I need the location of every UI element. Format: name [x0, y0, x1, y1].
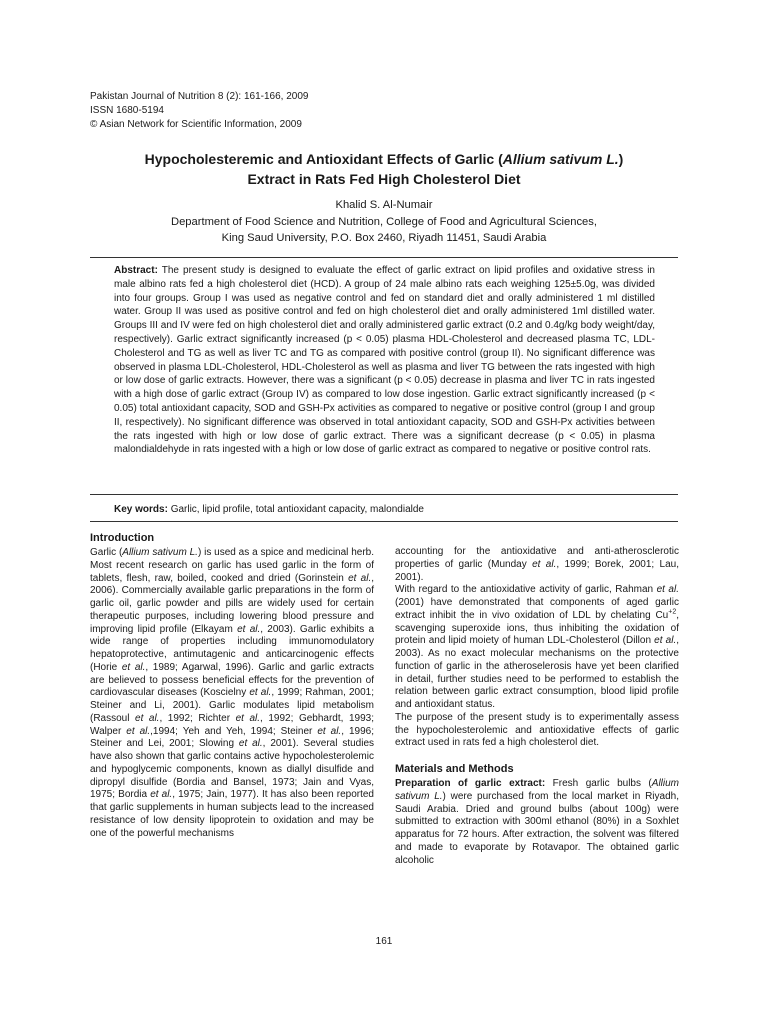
- page-number: 161: [375, 936, 393, 947]
- introduction-paragraph: Garlic (Allium sativum L.) is used as a spice and medicinal herb. Most recent research on garlic has used garlic in the form of tablets, flesh, raw, boiled, cooked and dried (Gorinstein et al., 2006). Commercially available garlic preparations in the form of garlic oil, garlic powder and pills are widely used for certain therapeutic purposes, including lowering blood pressure and improving lipid profile (Elkayam et al., 2003). Garlic exhibits a wide range of properties including immunomodulatory hepatoprotective, antimutagenic and anticarcinogenic effects (Horie et al., 1989; Agarwal, 1996). Garlic and garlic extracts are believed to possess beneficial effects for the prevention of cardiovascular diseases (Koscielny et al., 1999; Rahman, 2001; Steiner and Li, 2001). Garlic modulates lipid metabolism (Rassoul et al., 1992; Richter et al., 1992; Gebhardt, 1993; Walper et al.,1994; Yeh and Yeh, 1994; Steiner et al., 1996; Steiner and Lei, 2001; Slowing et al., 2001). Several studies have also shown that garlic contains active hypocholesterolemic and hypoglycemic components, known as diallyl disulfide and dipropyl disulfide (Bordia and Bansel, 1973; Jain and Vyas, 1975; Bordia et al., 1975; Jain, 1977). It has also been reported that garlic supplements in human subjects lead to the increased resistance of low density lipoprotein to oxidation and may be one of the powerful mechanisms: [90, 547, 375, 839]
- left-column: [90, 531, 374, 840]
- abstract-text: The present study is designed to evaluate the effect of garlic extract on lipid profiles and oxidative stress in male albino rats fed a high cholesterol diet (HCD). A group of 24 male albino rats each weighing 125±5.0g, was divided into four groups. Group I was used as negative control and fed on standard diet and orally administered 1 ml distilled water. Group II was used as positive control and fed on high cholesterol diet and orally administered 1ml distilled water. Groups III and IV were fed on high cholesterol diet and orally administered garlic extract (0.2 and 0.4g/kg body weight/day, respectively). Garlic extract significantly increased (p < 0.05) plasma HDL-Cholesterol and decreased plasma TC, LDL-Cholesterol and TG as well as liver TC and TG as compared with positive control (group II). No significant difference was observed in plasma LDL-Cholesterol, HDL-Cholesterol as well as plasma and liver TG between the rats ingested with high or low dose of garlic extracts. However, there was a significant (p < 0.05) decrease in plasma and liver TC in rats ingested with a high dose of garlic extract (Group IV) as compared to low dose ingestion. Garlic extract significantly increased (p < 0.05) total antioxidant capacity, SOD and GSH-Px activities as compared to negative or positive control (group I and group II, respectively). No significant difference was observed in total antioxidant capacity, SOD and GSH-Px activities between the rats ingested with high or low dose of garlic extract. There was a significant decrease (p < 0.05) in plasma malondialdehyde in rats ingested with a high or low dose of garlic extract as compared to negative or positive control rats.: [114, 265, 655, 456]
- author-affiliation: [90, 214, 678, 246]
- journal-citation: Pakistan Journal of Nutrition 8 (2): 161-166, 2009: [90, 91, 309, 102]
- intro-continued-paragraph: accounting for the antioxidative and anti-atherosclerotic properties of garlic (Munday et al., 1999; Borek, 2001; Lau, 2001).: [395, 546, 679, 583]
- title-line-2: Extract in Rats Fed High Cholesterol Diet: [247, 171, 521, 187]
- abstract: [114, 264, 655, 457]
- preparation-paragraph: Preparation of garlic extract: Fresh garlic bulbs (Allium sativum L.) were purchased from the local market in Riyadh, Saudi Arabia. Dried and ground bulbs (about 100g) were submitted to extraction with 300ml ethanol (80%) in a Soxhlet apparatus for 72 hours. After extraction, the solvent was filtered and made to evaporate by Rotavapor. The obtained garlic alcoholic: [395, 778, 680, 866]
- methods-heading: Materials and Methods: [395, 763, 514, 775]
- purpose-paragraph: The purpose of the present study is to experimentally assess the hypocholesterolemic and antioxidative effects of garlic extract used in rats fed a high cholesterol diet.: [395, 711, 679, 749]
- keywords: [114, 503, 655, 517]
- copyright: © Asian Network for Scientific Information, 2009: [90, 119, 302, 130]
- antioxidative-paragraph: With regard to the antioxidative activity of garlic, Rahman et al. (2001) have demonstrated that components of aged garlic extract inhibit the in vivo oxidation of LDL by chelating $Cu^{+2}$, scavenging superoxide ions, thus inhibiting the oxidation of protein and lipid moiety of human LDL-Cholesterol (Dillon et al., 2003). As no exact molecular mechanisms on the protective function of garlic in the atheroselerosis have yet been clarified in detail, further studies need to be performed to establish the relation between garlic extract consumption, blood lipid profile and antioxidant status.: [395, 584, 679, 710]
- affiliation-line-1: Department of Food Science and Nutrition, College of Food and Agricultural Sciences,: [171, 216, 597, 228]
- author-name: Khalid S. Al-Numair: [335, 199, 433, 211]
- issn: ISSN 1680-5194: [90, 105, 164, 116]
- title-line-1: Hypocholesteremic and Antioxidant Effects of Garlic (Allium sativum L.): [144, 151, 624, 167]
- right-column: [395, 546, 679, 867]
- section-spacer: [395, 750, 679, 762]
- keywords-text: Garlic, lipid profile, total antioxidant capacity, malondialde: [170, 504, 424, 515]
- paper-title: [90, 149, 678, 189]
- abstract-top-rule: [90, 257, 678, 258]
- affiliation-line-2: King Saud University, P.O. Box 2460, Riyadh 11451, Saudi Arabia: [221, 232, 547, 244]
- introduction-heading: Introduction: [90, 532, 155, 544]
- keywords-rule: [90, 494, 678, 495]
- keywords-label: Key words:: [114, 504, 168, 515]
- abstract-label: Abstract:: [114, 265, 158, 276]
- keywords-bottom-rule: [90, 521, 678, 522]
- journal-header: [90, 90, 308, 132]
